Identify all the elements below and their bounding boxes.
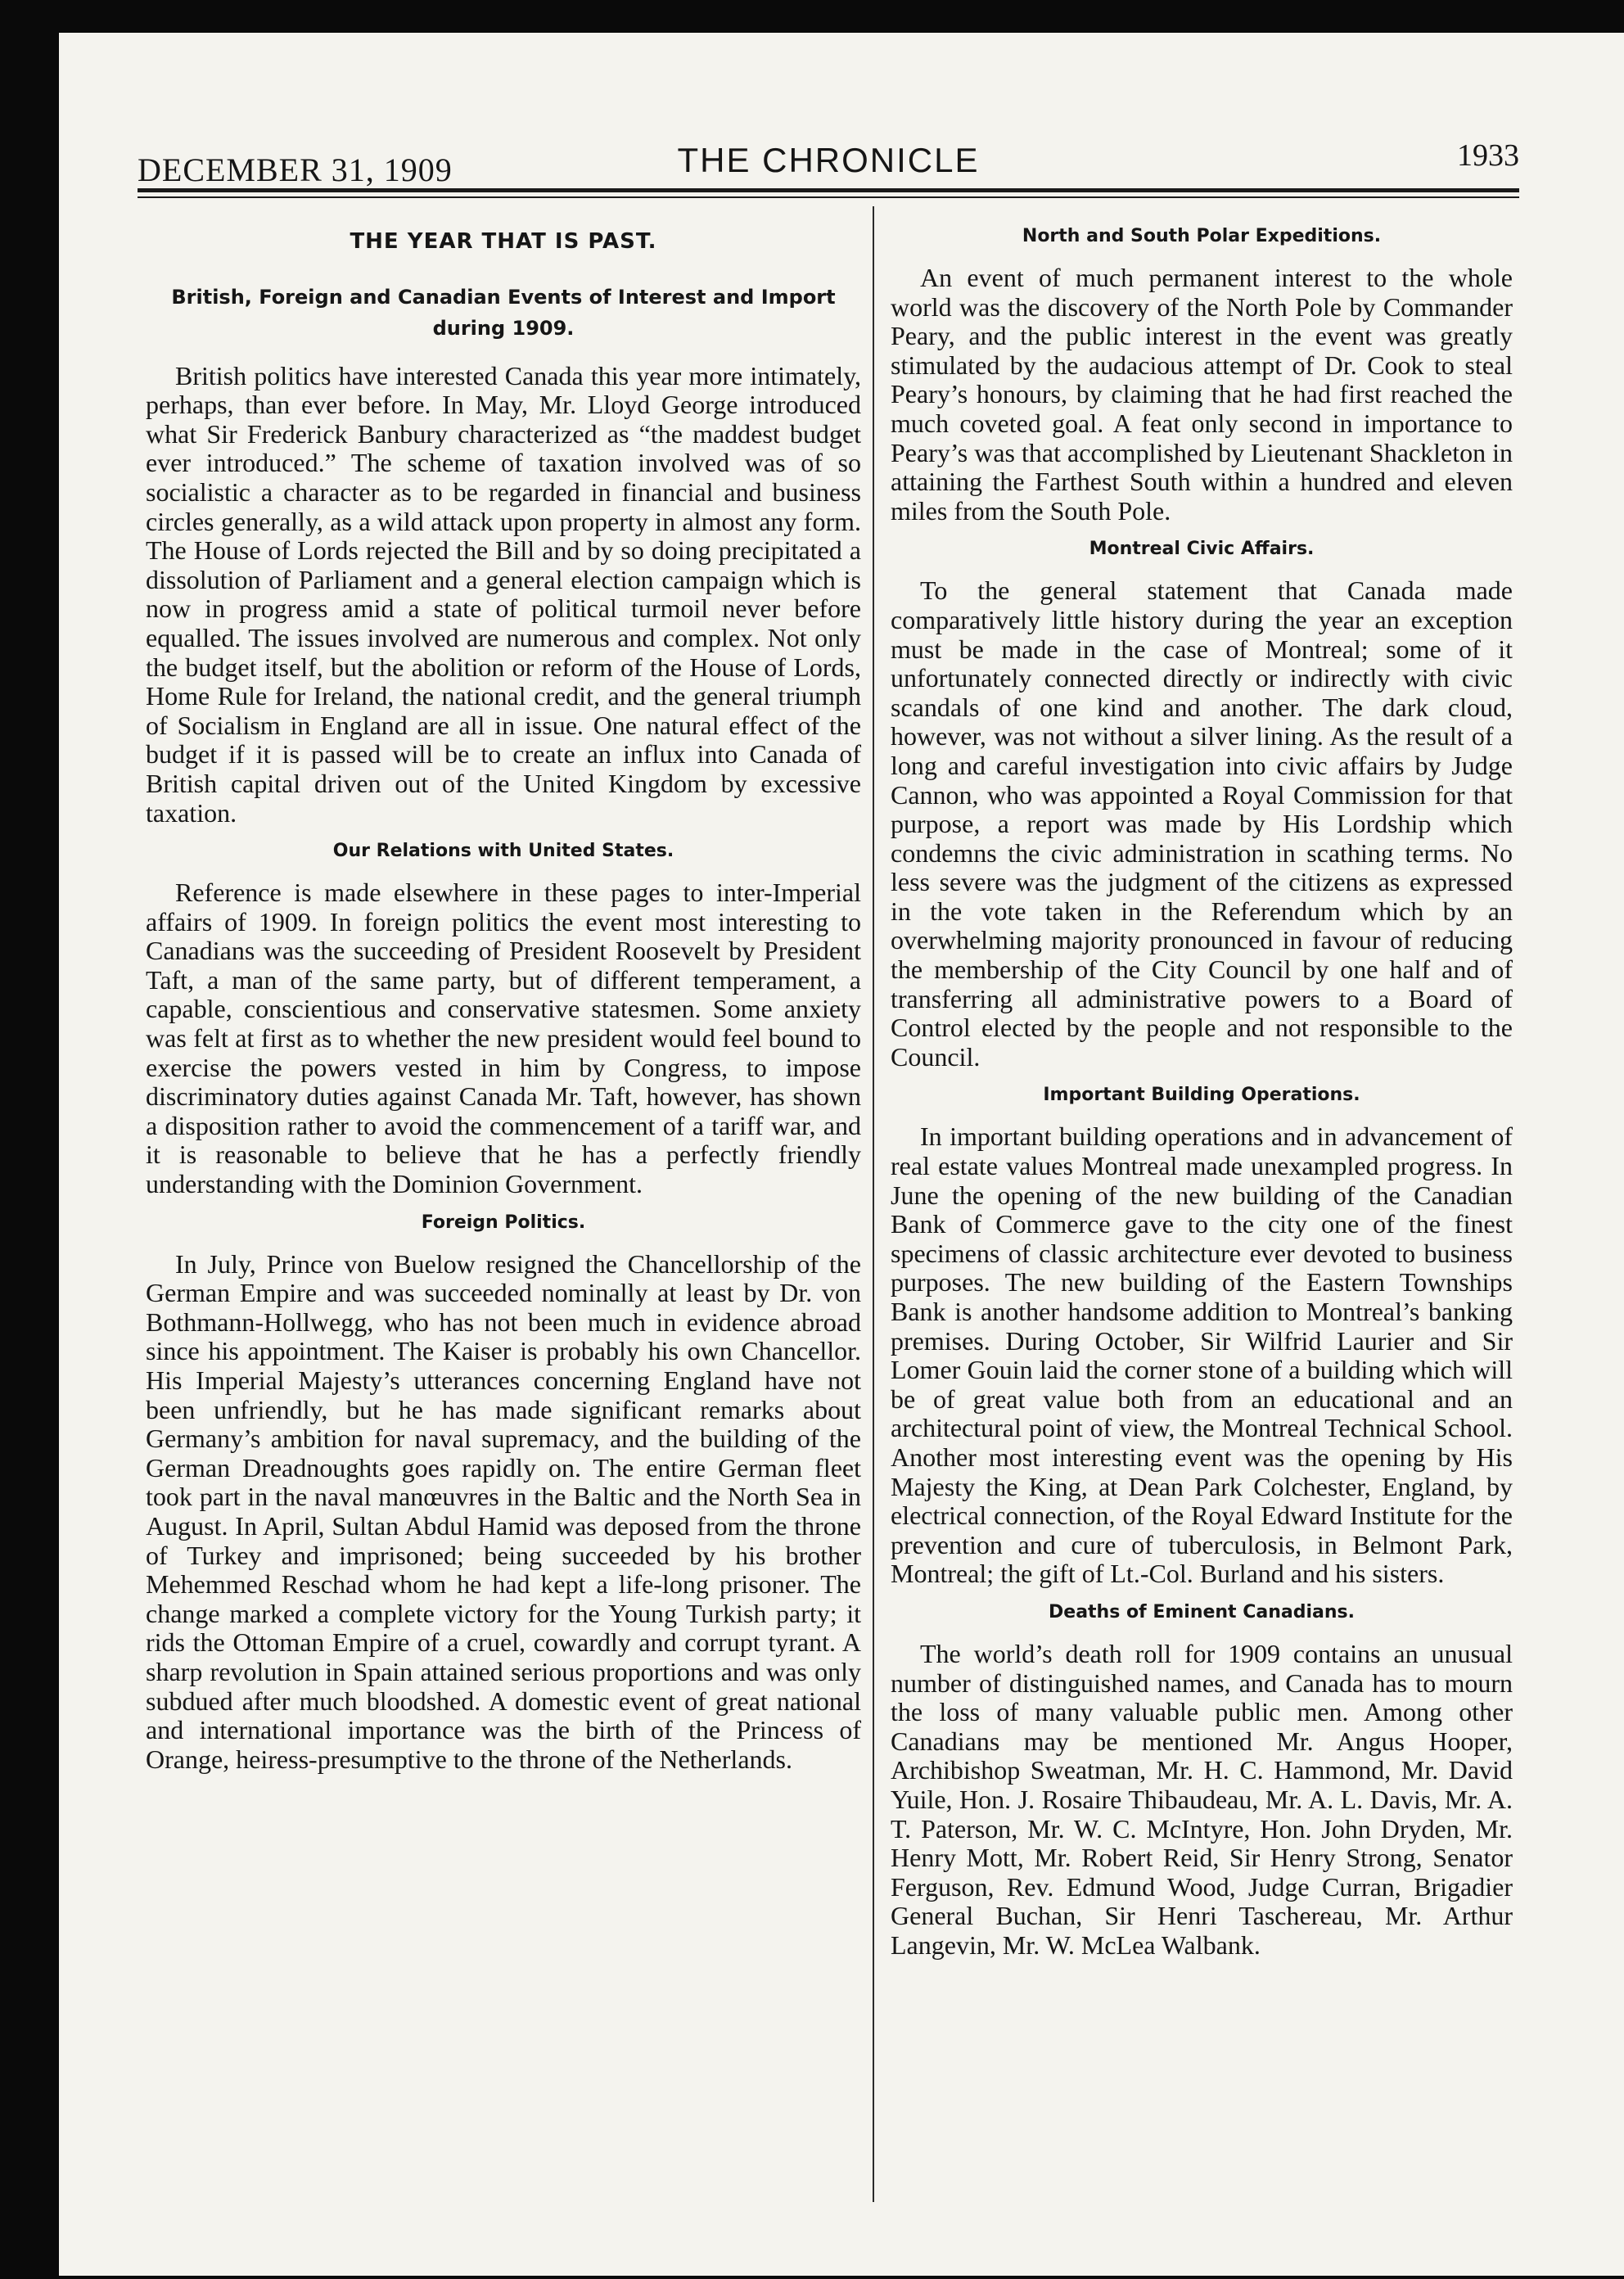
foreign-politics-paragraph: In July, Prince von Buelow resigned the Chancellorship of the German Empire and was succeeded nominally at least by Dr. von Bothmann-Hollwegg, who has not been much in evidence abroad since his appointment. The Kaiser is probably his own Chancellor. His Imperial Majesty’s utterances concerning England have not been unfriendly, but he has made significant remarks about Germany’s ambition for naval supremacy, and the building of the German Dreadnoughts goes rapidly on. The entire German fleet took part in the naval manœuvres in the Baltic and the North Sea in August. In April, Sultan Abdul Hamid was deposed from the throne of Turkey and imprisoned; being succeeded by his brother Mehemmed Reschad whom he had kept a life-long prisoner. The change marked a complete victory for the Young Turkish party; it rids the Ottoman Empire of a cruel, cowardly and corrupt tyrant. A sharp revolution in Spain attained serious proportions and was only subdued after much bloodshed. A domestic event of great national and international importance was the birth of the Princess of Orange, heiress-presumptive to the throne of the Netherlands. — [146, 1248, 861, 1774]
column-divider — [873, 206, 874, 2202]
civic-paragraph: To the general statement that Canada made comparatively little history during the year an exception must be made in the case of Montreal; some of it unfortunately connected directly or indirectly with civic scandals of one kind and another. The dark cloud, however, was not without a silver lining. As the result of a long and careful investigation into civic affairs by Judge Cannon, who was appointed a Royal Commission for that purpose, a report was made by His Lordship which condemns the civic administration in scathing terms. No less severe was the judgment of the citizens as expressed in the vote taken in the Referendum which by an overwhelming majority pronounced in favour of reducing the membership of the City Council by one half and of transferring all administrative powers to a Board of Control elected by the people and not responsible to the Council. — [891, 575, 1513, 1072]
polar-paragraph: An event of much permanent interest to the whole world was the discovery of the North Pole by Commander Peary, and the public interest in the event was greatly stimulated by the audacious attempt of Dr. Cook to steal Peary’s honours, by claiming that he had first reached the much coveted goal. A feat only second in importance to Peary’s was that accomplished by Lieutenant Shackleton in attaining the Farthest South within a hundred and eleven miles from the South Pole. — [891, 263, 1513, 526]
header-rule-thin — [138, 196, 1519, 198]
header-rule — [138, 188, 1519, 192]
section-heading-building: Important Building Operations. — [1043, 1085, 1360, 1106]
section-heading-foreign-politics: Foreign Politics. — [421, 1212, 586, 1233]
right-column — [891, 214, 1513, 1968]
page-number: 1933 — [1457, 138, 1519, 173]
section-heading-us-relations: Our Relations with United States. — [332, 841, 674, 862]
article-headline: THE YEAR THAT IS PAST. — [350, 229, 657, 254]
intro-paragraph: British politics have interested Canada this year more intimately, perhaps, than ever before. In May, Mr. Lloyd George introduced what Sir Frederick Banbury characterized as “the maddest budget ever introduced.” The scheme of taxation involved was of so socialistic a character as to be regarded in financial and business circles generally, as a wild attack upon property in almost any form. The House of Lords rejected the Bill and by so doing precipitated a dissolution of Parliament and a general election campaign which is now in progress amid a state of political turmoil never before equalled. The issues involved are numerous and complex. Not only the budget itself, but the abolition or reform of the House of Lords, Home Rule for Ireland, the national credit, and the general triumph of Socialism in England are all in issue. One natural effect of the budget if it is passed will be to create an influx into Canada of British capital driven out of the United Kingdom by excessive taxation. — [146, 360, 861, 828]
article-subheadline: British, Foreign and Canadian Events of Interest and Import during 1909. — [171, 285, 836, 340]
left-column — [146, 214, 861, 1782]
page-header — [138, 105, 1519, 188]
section-heading-deaths: Deaths of Eminent Canadians. — [1049, 1601, 1355, 1622]
deaths-paragraph: The world’s death roll for 1909 contains an unusual number of distinguished names, and Canada has to mourn the loss of many valuable public men. Among other Canadians may be mentioned Mr. Angus Hooper, Archibishop Sweatman, Mr. H. C. Hammond, Mr. David Yuile, Hon. J. Rosaire Thibaudeau, Mr. A. L. Davis, Mr. A. T. Paterson, Mr. W. C. McIntyre, Hon. John Dryden, Mr. Henry Mott, Mr. Robert Reid, Sir Henry Strong, Senator Ferguson, Rev. Edmund Wood, Judge Curran, Brigadier General Buchan, Sir Henri Taschereau, Mr. Arthur Langevin, Mr. W. McLea Walbank. — [891, 1638, 1513, 1960]
section-heading-polar: North and South Polar Expeditions. — [1022, 226, 1382, 246]
newspaper-page — [59, 33, 1624, 2276]
section-heading-civic: Montreal Civic Affairs. — [1089, 539, 1315, 560]
issue-date: DECEMBER 31, 1909 — [138, 151, 453, 188]
us-relations-paragraph: Reference is made elsewhere in these pages to inter-Imperial affairs of 1909. In foreign politics the event most interesting to Canadians was the succeeding of President Roosevelt by President Taft, a man of the same party, but of different temperament, a capable, conscientious and conservative statesmen. Some anxiety was felt at first as to whether the new president would feel bound to exercise the powers vested in him by Congress, to impose discriminatory duties against Canada Mr. Taft, however, has shown a disposition rather to avoid the commencement of a tariff war, and it is reasonable to believe that he has a perfectly friendly understanding with the Dominion Government. — [146, 878, 861, 1199]
publication-title: THE CHRONICLE — [677, 141, 980, 179]
building-paragraph: In important building operations and in advancement of real estate values Montreal made unexampled progress. In June the opening of the new building of the Canadian Bank of Commerce gave to the city one of the finest specimens of classic architecture ever devoted to business purposes. The new building of the Eastern Townships Bank is another handsome addition to Montreal’s banking premises. During October, Sir Wilfrid Laurier and Sir Lomer Gouin laid the corner stone of a building which will be of great value both from an educational and an architectural point of view, the Montreal Technical School. Another most interesting event was the opening by His Majesty the King, at Dean Park Colchester, England, by electrical connection, of the Royal Edward Institute for the prevention and cure of tuberculosis, in Belmont Park, Montreal; the gift of Lt.-Col. Burland and his sisters. — [891, 1121, 1513, 1589]
